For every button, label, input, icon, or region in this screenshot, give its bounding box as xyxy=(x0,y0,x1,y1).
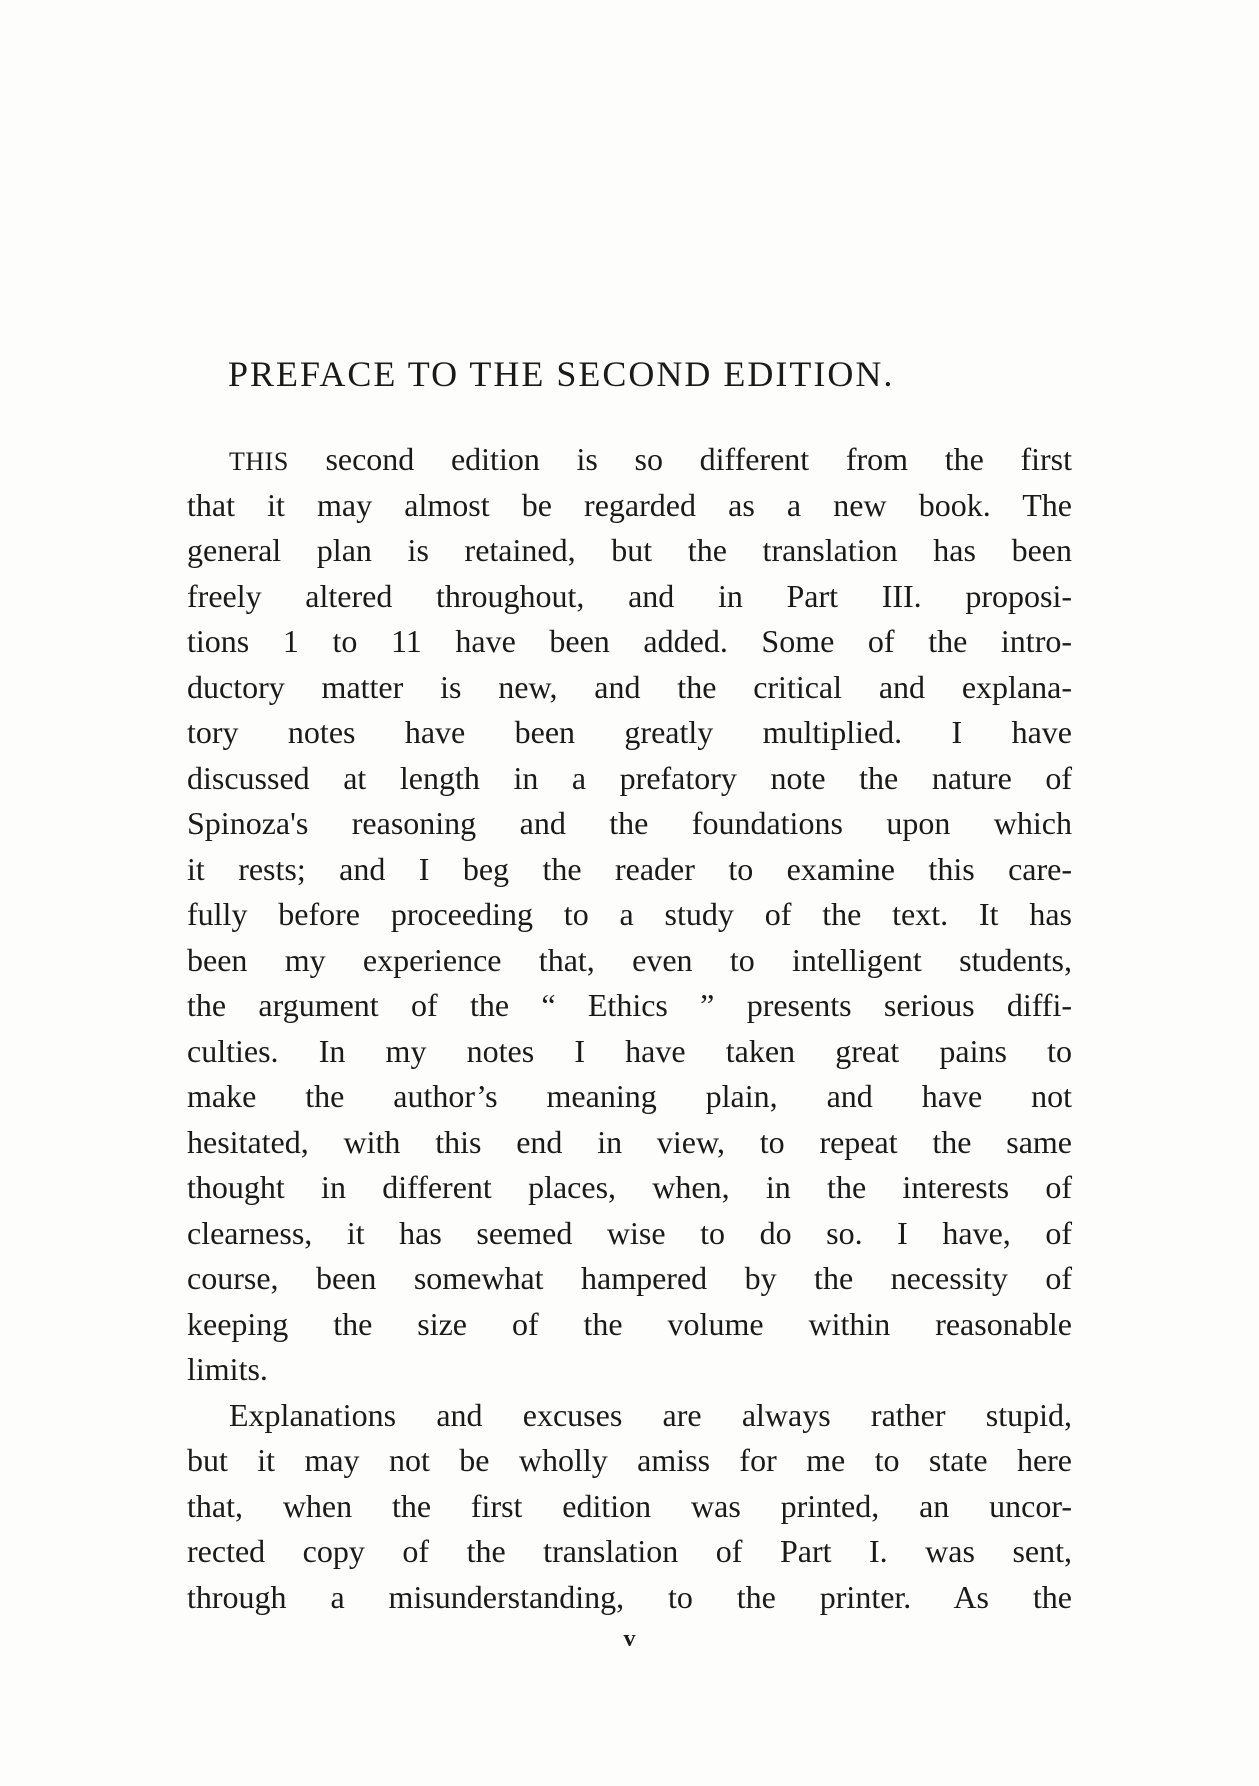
page-title: PREFACE TO THE SECOND EDITION. xyxy=(228,354,895,394)
text-line: that it may almost be regarded as a new book. The xyxy=(187,486,1072,523)
text-line: keeping the size of the volume within reasonable xyxy=(187,1305,1072,1342)
text-line: Spinoza's reasoning and the foundations upon which xyxy=(187,805,1072,841)
text-line: that, when the first edition was printed, an uncor- xyxy=(187,1487,1072,1524)
text-line: but it may not be wholly amiss for me to state here xyxy=(187,1442,1072,1478)
text-line: make the author’s meaning plain, and have not xyxy=(187,1078,1072,1114)
text-line: Explanations and excuses are always rather stupid, xyxy=(229,1396,1072,1433)
text-line: been my experience that, even to intelligent students, xyxy=(187,941,1072,978)
text-line: tory notes have been greatly multiplied. I have xyxy=(187,714,1072,750)
text-line: freely altered throughout, and in Part III. proposi- xyxy=(187,577,1072,614)
text-line: thought in different places, when, in the interests of xyxy=(187,1169,1072,1205)
text-line: hesitated, with this end in view, to repeat the same xyxy=(187,1123,1072,1160)
text-line: ductory matter is new, and the critical and explana- xyxy=(187,668,1072,705)
text-line: it rests; and I beg the reader to examine this care- xyxy=(187,850,1072,887)
text-line xyxy=(187,437,1072,483)
text-line: culties. In my notes I have taken great pains to xyxy=(187,1032,1072,1069)
preface-text xyxy=(187,437,1072,1620)
text-line: general plan is retained, but the translation has been xyxy=(187,532,1072,568)
text-line: tions 1 to 11 have been added. Some of the intro- xyxy=(187,623,1072,659)
text-line: clearness, it has seemed wise to do so. I have, of xyxy=(187,1214,1072,1251)
text-line-rest: second edition is so different from the first xyxy=(288,441,1072,477)
text-line: the argument of the “ Ethics ” presents serious diffi- xyxy=(187,987,1072,1023)
text-line: rected copy of the translation of Part I. was sent, xyxy=(187,1533,1072,1569)
page-number: v xyxy=(623,1626,636,1652)
text-line: limits. xyxy=(187,1351,268,1387)
text-line: fully before proceeding to a study of the text. It has xyxy=(187,896,1072,932)
text-line: through a misunderstanding, to the printer. As the xyxy=(187,1578,1072,1615)
small-caps-word: THIS xyxy=(229,447,289,476)
text-line: discussed at length in a prefatory note the nature of xyxy=(187,759,1072,796)
text-line: course, been somewhat hampered by the necessity of xyxy=(187,1260,1072,1296)
